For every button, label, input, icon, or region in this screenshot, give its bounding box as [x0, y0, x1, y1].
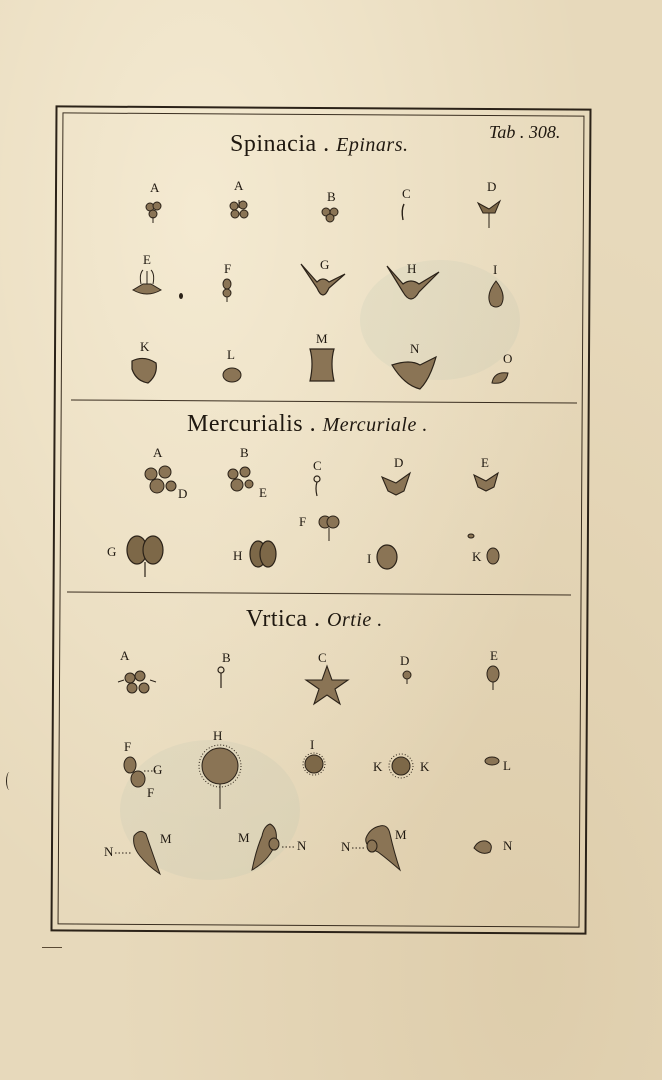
- figure-label: A: [150, 180, 160, 195]
- figure-label: M: [160, 831, 172, 846]
- burr-icon: [196, 744, 244, 810]
- seed-icon: [485, 665, 501, 691]
- capsule-icon: [306, 345, 338, 385]
- figure-label: D: [400, 653, 410, 668]
- double-capsule-icon: [248, 538, 278, 570]
- leader-line: [282, 845, 296, 849]
- figure-label: I: [367, 551, 372, 566]
- figure-label: B: [327, 189, 336, 204]
- title-french: Mercuriale .: [322, 414, 428, 436]
- bud-icon: [400, 669, 414, 685]
- clover-icon: [320, 205, 340, 223]
- spiny-seed-icon: [385, 261, 441, 308]
- figure-label: G: [320, 257, 330, 272]
- figure-label: A: [234, 178, 244, 193]
- title-french: Epinars.: [336, 134, 409, 156]
- open-capsule-icon: [390, 355, 440, 391]
- calyx-icon: [131, 268, 163, 300]
- figure-label: F: [299, 514, 307, 529]
- figure-label: M: [316, 331, 328, 346]
- figure-label: M: [238, 830, 250, 845]
- figure-label: K: [420, 759, 430, 774]
- plate-number: Tab . 308.: [489, 122, 561, 142]
- figure-label: A: [120, 648, 130, 663]
- flower-head-icon: [476, 195, 502, 229]
- small-flower-icon: [226, 196, 252, 224]
- figure-label: A: [153, 445, 163, 460]
- small-burr-icon: [386, 753, 416, 779]
- figure-label: C: [313, 458, 322, 473]
- figure-label: H: [233, 548, 243, 563]
- title-separator: .: [316, 131, 337, 157]
- small-burr-icon: [301, 752, 327, 776]
- figure-label: K: [472, 549, 482, 564]
- figure-label: G: [153, 762, 163, 777]
- small-seed-icon: [472, 838, 494, 856]
- paper-mark: [6, 772, 13, 790]
- title-latin: Vrtica: [246, 606, 308, 632]
- double-capsule-icon: [125, 532, 165, 578]
- flower-cluster-icon: [223, 462, 257, 496]
- petal-pair-icon: [120, 755, 150, 791]
- figure-label: M: [395, 827, 407, 842]
- small-seed-icon: [483, 755, 501, 767]
- title-french: Ortie .: [327, 609, 383, 631]
- figure-label: L: [227, 347, 235, 362]
- figure-label: H: [213, 728, 223, 743]
- bract-icon: [130, 826, 164, 878]
- figure-label: N: [341, 839, 351, 854]
- paper-mark: [42, 947, 62, 948]
- seed-icon: [485, 279, 507, 309]
- spiny-seed-icon: [299, 262, 347, 306]
- flower-cluster-icon: [116, 666, 158, 698]
- figure-label: E: [490, 648, 498, 663]
- figure-label: C: [402, 186, 411, 201]
- figure-label: E: [259, 485, 267, 500]
- figure-label: L: [503, 758, 511, 773]
- figure-label: F: [147, 785, 155, 800]
- stamen-icon: [398, 202, 408, 222]
- figure-label: G: [107, 544, 117, 559]
- seed-icon: [465, 532, 505, 566]
- figure-label: O: [503, 351, 513, 366]
- figure-label: E: [143, 252, 151, 267]
- figure-label: C: [318, 650, 327, 665]
- seed-dot-icon: [178, 292, 184, 300]
- stamen-icon: [216, 666, 226, 690]
- star-flower-icon: [304, 664, 350, 706]
- small-seed-icon: [221, 366, 243, 384]
- figure-label: D: [394, 455, 404, 470]
- figure-label: N: [503, 838, 513, 853]
- stamen-icon: [310, 474, 324, 498]
- section-title-vrtica: [246, 606, 383, 633]
- figure-label: F: [124, 739, 132, 754]
- figure-label: F: [224, 261, 232, 276]
- title-separator: .: [307, 606, 328, 632]
- bud-icon: [220, 277, 234, 303]
- figure-label: I: [493, 262, 498, 277]
- fruit-icon: [128, 355, 160, 385]
- title-separator: .: [303, 411, 323, 437]
- flower-head-icon: [380, 469, 412, 497]
- figure-label: B: [240, 445, 249, 460]
- figure-label: N: [297, 838, 307, 853]
- figure-label: N: [410, 341, 420, 356]
- figure-label: H: [407, 261, 417, 276]
- figure-label: I: [310, 737, 315, 752]
- capsule-icon: [317, 512, 341, 542]
- flower-cluster-icon: [141, 462, 181, 498]
- section-title-spinacia: [230, 131, 408, 158]
- seed-icon: [374, 543, 400, 571]
- figure-label: K: [140, 339, 150, 354]
- section-title-mercurialis: [187, 411, 428, 438]
- title-latin: Mercurialis: [187, 411, 304, 437]
- figure-label: K: [373, 759, 383, 774]
- figure-label: B: [222, 650, 231, 665]
- small-flower-icon: [142, 198, 166, 224]
- bract-icon: [248, 820, 284, 872]
- figure-label: E: [481, 455, 489, 470]
- flower-head-icon: [472, 469, 500, 493]
- figure-label: D: [487, 179, 497, 194]
- figure-label: N: [104, 844, 114, 859]
- leader-line: [115, 851, 131, 855]
- title-latin: Spinacia: [230, 131, 317, 157]
- figure-label: D: [178, 486, 188, 501]
- small-seed-icon: [490, 369, 510, 387]
